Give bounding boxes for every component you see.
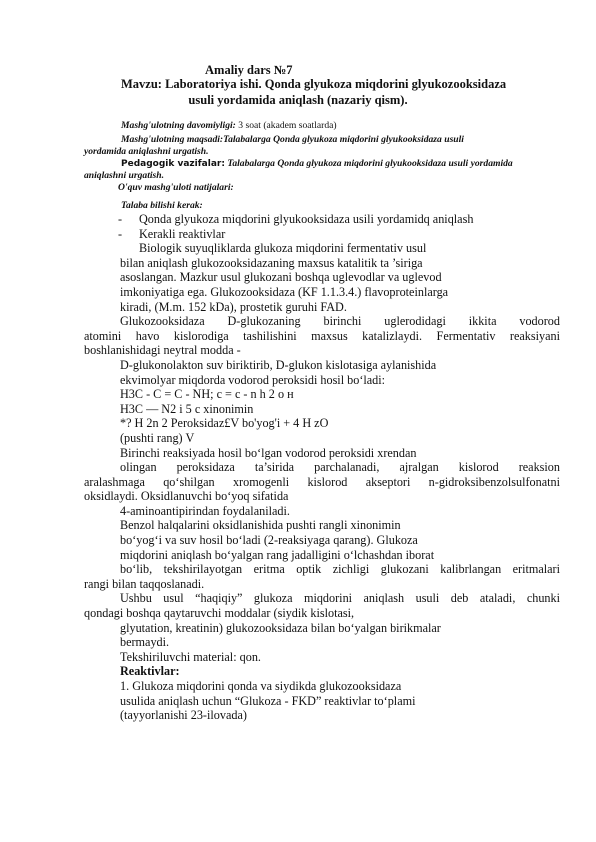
section-heading: Reaktivlar: (120, 664, 180, 679)
paragraph-line: Benzol halqalarini oksidlanishida pushti rangli xinonimin (120, 518, 401, 533)
paragraph-line: bo‘lib, tekshirilayotgan eritma optik zichligi glukozani kalibrlangan eritmalari (120, 562, 560, 577)
ped-text-1: Talabalarga Qonda glyukoza miqdorini glyukooksidaza usuli yordamida (224, 158, 513, 169)
goal-line1 (121, 134, 561, 146)
formula-line: (pushti rang) V (120, 430, 195, 445)
bullet-item: - Qonda glyukoza miqdorini glyukooksidaza usili yordamidq aniqlash (118, 212, 474, 226)
paragraph-line: boshlanishidagi neytral modda - (84, 343, 241, 358)
duration-value: 3 soat (akadem soatlarda) (235, 120, 337, 131)
paragraph-line: Tekshiriluvchi material: qon. (120, 649, 261, 664)
paragraph-line: olingan peroksidaza ta’sirida parchalanadi, ajralgan kislorod reaksion (120, 460, 560, 475)
goal-line2 (84, 146, 209, 158)
paragraph-line: bilan aniqlash glukozooksidazaning maxsus katalitik ta ’siriga (120, 255, 423, 270)
paragraph-line: 1. Glukoza miqdorini qonda va siydikda glukozooksidaza (120, 679, 402, 693)
formula-line: H3C - C = C - NH; c = c - n h 2 o н (120, 387, 294, 402)
results-label-line (118, 182, 234, 194)
paragraph-line: bo‘yog‘i va suv hosil bo‘ladi (2-reaksiyaga qarang). Glukoza (120, 533, 418, 548)
ped-line1 (121, 158, 561, 170)
paragraph-line: 4-aminoantipirindan foydalaniladi. (120, 503, 290, 518)
duration-line (121, 120, 337, 132)
lesson-topic-line1: Mavzu: Laboratoriya ishi. Qonda glyukoza miqdorini glyukozooksidaza (121, 77, 507, 91)
formula-line: H3C — N2 i 5 c xinonimin (120, 401, 254, 416)
paragraph-line: kiradi, (M.m. 152 kDa), prostetik guruhi FAD. (120, 299, 347, 314)
paragraph-line: usulida aniqlash uchun “Glukoza - FKD” reaktivlar to‘plami (120, 693, 416, 708)
lesson-topic-line2: usuli yordamida aniqlash (nazariy qism). (188, 93, 408, 107)
paragraph-line: qondagi boshqa qaytaruvchi moddalar (siydik kislotasi, (84, 606, 355, 621)
paragraph-line: Ushbu usul “haqiqiy” glukoza miqdorini aniqlash usuli deb ataladi, chunki (120, 591, 560, 606)
duration-label: Mashg'ulotning davomiyligi: (121, 120, 236, 131)
lesson-title: Amaliy dars №7 (205, 63, 293, 77)
body-text (84, 212, 560, 723)
paragraph-line: (tayyorlanishi 23-ilovada) (120, 708, 247, 723)
paragraph-line: atomini havo kislorodiga tashilishini maxsus katalizlaydi. Fermentativ reaksiyani (84, 328, 560, 343)
ped-line2 (84, 170, 164, 182)
ped-text-2: aniqlashni urgatish. (84, 170, 164, 181)
ped-label: Pedagogik vazifalar: (121, 159, 225, 169)
formula-line: *? H 2n 2 Peroksidaz£V bo'yog'i + 4 H zO (120, 416, 329, 431)
goal-text-2: yordamida aniqlashni urgatish. (84, 146, 209, 157)
must-know-line (121, 200, 203, 212)
paragraph-line: asoslangan. Mazkur usul glukozani boshqa uglevodlar va uglevod (120, 270, 442, 285)
paragraph-line: D-glukonolakton suv biriktirib, D-glukon kislotasiga aylanishida (120, 357, 437, 372)
paragraph-line: aralashmaga qo‘shilgan xromogenli kislorod akseptori n-gidroksibenzolsulfonatni (84, 474, 560, 489)
bullet-item: - Kerakli reaktivlar (118, 226, 226, 241)
paragraph-line: bermaydi. (120, 635, 170, 650)
paragraph-line: miqdorini aniqlash bo‘yalgan rang jadalligini o‘lchashdan iborat (120, 547, 435, 562)
must-know-label: Talaba bilishi kerak: (121, 200, 203, 211)
paragraph-line: imkoniyatiga ega. Glukozooksidaza (KF 1.1.3.4.) flavoproteinlarga (120, 284, 449, 299)
paragraph-line: ekvimolyar miqdorda vodorod peroksidi hosil bo‘ladi: (120, 372, 386, 387)
goal-text-1: Mashg'ulotning maqsadi:Talabalarga Qonda glyukoza miqdorini glyukooksidaza usuli (121, 134, 464, 145)
paragraph-line: Biologik suyuqliklarda glukoza miqdorini fermentativ usul (139, 241, 427, 256)
paragraph-line: oksidlaydi. Oksidlanuvchi bo‘yoq sifatida (84, 489, 289, 504)
paragraph-line: rangi bilan taqqoslanadi. (84, 576, 205, 591)
paragraph-line: glyutation, kreatinin) glukozooksidaza bilan bo‘yalgan birikmalar (120, 620, 441, 635)
results-label: O'quv mashg'uloti natijalari: (118, 182, 234, 193)
paragraph-line: Glukozooksidaza D-glukozaning birinchi uglerodidagi ikkita vodorod (120, 314, 560, 329)
paragraph-line: Birinchi reaksiyada hosil bo‘lgan vodorod peroksidi xrendan (120, 445, 417, 460)
